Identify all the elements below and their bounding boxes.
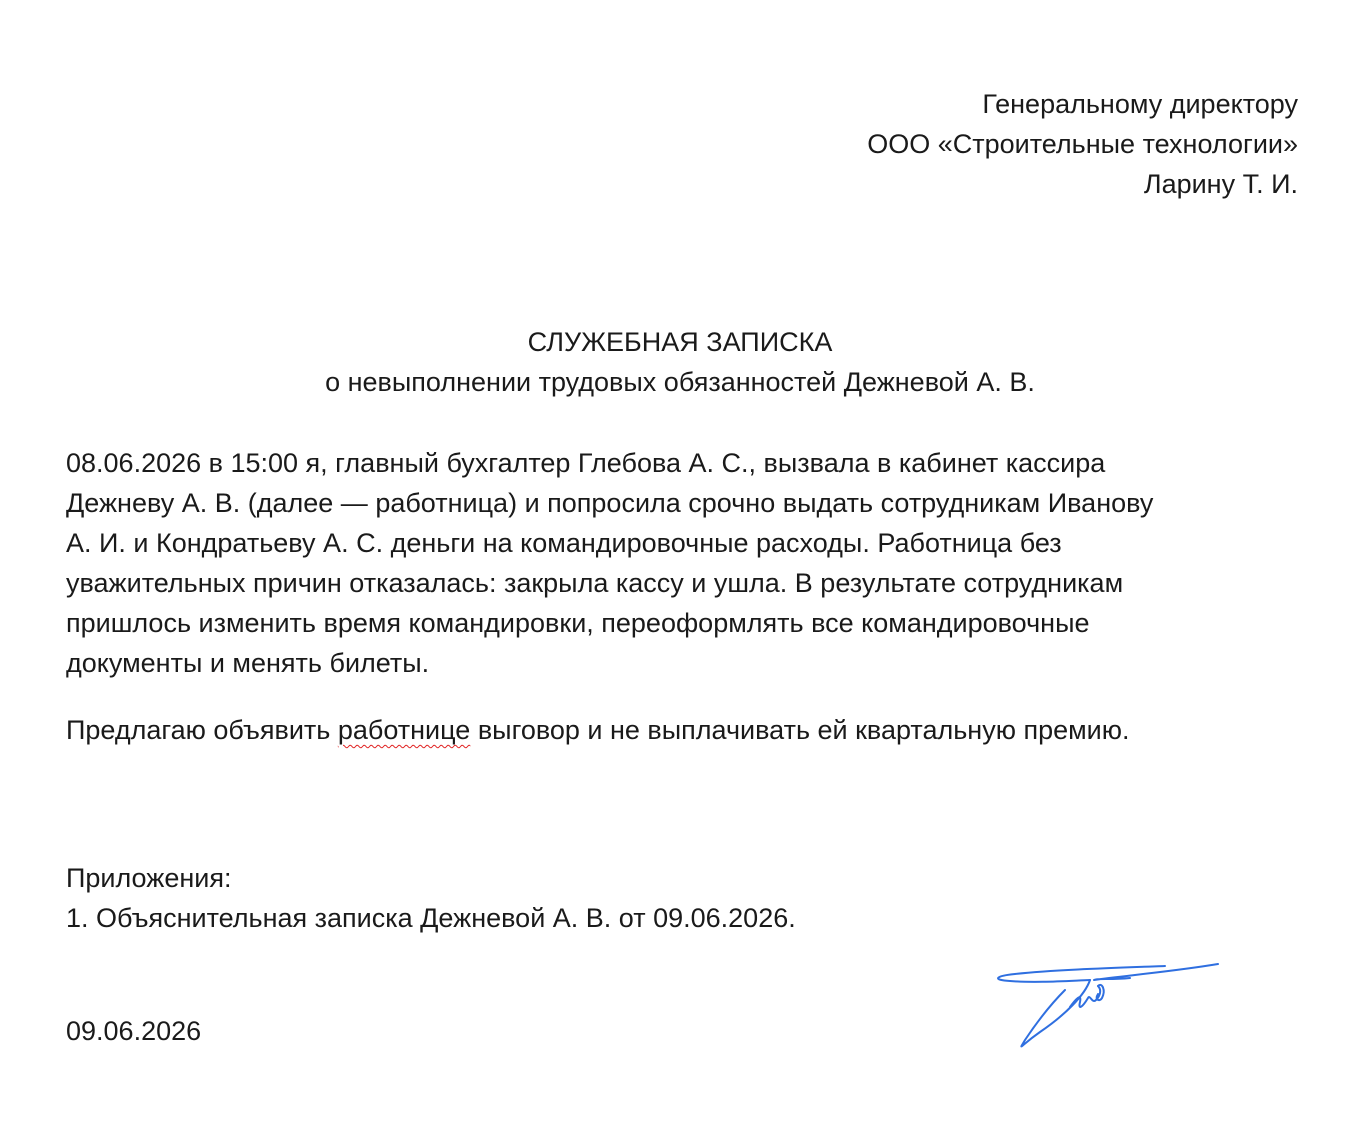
spellcheck-flagged-word[interactable]: работнице [337, 715, 471, 745]
document-subtitle: о невыполнении трудовых обязанностей Дежневой А. В. [325, 367, 1035, 397]
body-paragraph [66, 443, 1296, 683]
proposal-text-after: выговор и не выплачивать ей квартальную премию. [470, 715, 1130, 745]
document-date: 09.06.2026 [66, 1016, 202, 1046]
signature-icon [990, 960, 1225, 1055]
attachment-item: 1. Объяснительная записка Дежневой А. В. от 09.06.2026. [66, 903, 796, 933]
document-title: СЛУЖЕБНАЯ ЗАПИСКА [527, 327, 833, 357]
document-title-block [0, 322, 1360, 402]
body-line: уважительных причин отказалась: закрыла кассу и ушла. В результате сотрудникам [66, 568, 1124, 598]
attachments-block [66, 858, 796, 938]
body-line: пришлось изменить время командировки, переоформлять все командировочные [66, 608, 1090, 638]
body-line: Дежневу А. В. (далее — работница) и попросила срочно выдать сотрудникам Иванову [66, 488, 1154, 518]
addressee-position: Генеральному директору [982, 89, 1298, 119]
body-line: документы и менять билеты. [66, 648, 430, 678]
body-line: А. И. и Кондратьеву А. С. деньги на командировочные расходы. Работница без [66, 528, 1062, 558]
proposal-paragraph [66, 710, 1130, 750]
proposal-text-before: Предлагаю объявить [66, 715, 338, 745]
addressee-company: ООО «Строительные технологии» [867, 129, 1298, 159]
addressee-name: Ларину Т. И. [1143, 169, 1298, 199]
attachments-label: Приложения: [66, 863, 232, 893]
body-line: 08.06.2026 в 15:00 я, главный бухгалтер Глебова А. С., вызвала в кабинет кассира [66, 448, 1106, 478]
addressee-block [867, 84, 1298, 204]
